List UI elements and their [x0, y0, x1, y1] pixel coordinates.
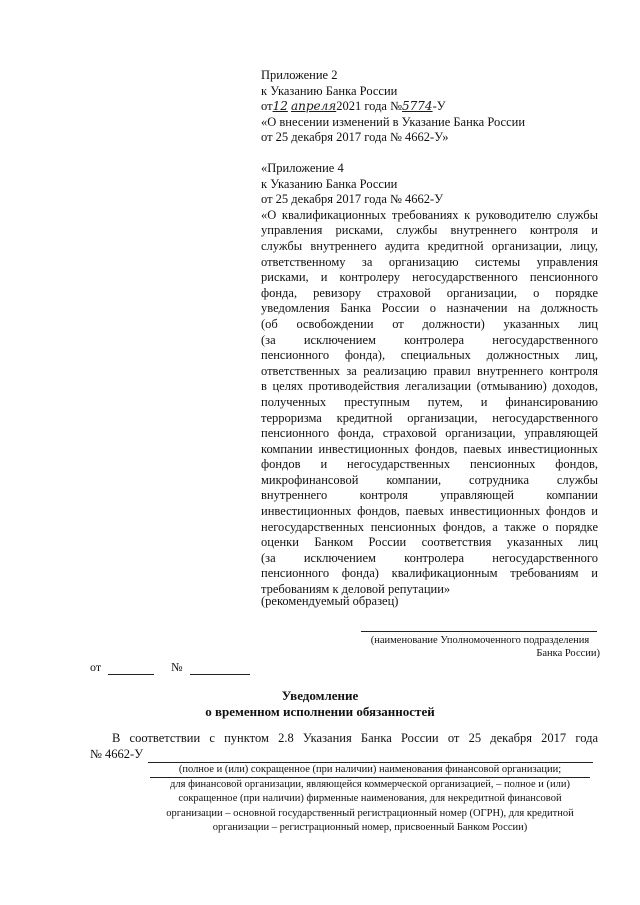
footnote-line: сокращенное (при наличии) фирменные наименования, для некредитной финансовой — [178, 793, 562, 805]
date-year: 2021 года № — [336, 99, 403, 114]
annex-title-last-line: требованиям к деловой репутации» — [261, 582, 451, 597]
body-text-line: В соответствии с пунктом 2.8 Указания Банка России от 25 декабря 2017 года — [112, 731, 598, 745]
recipient-field-line[interactable] — [361, 631, 597, 632]
annex-title-line: пенсионного фонда, страховой организации, управляющей — [261, 426, 598, 441]
annex-title-line: ответственному за организацию системы управления — [261, 254, 598, 269]
recipient-caption-line2: Банка России) — [536, 648, 600, 659]
annex-title-line: «О квалификационных требованиях к руководителю службы — [261, 207, 598, 222]
annex-title-line: в целях противодействия легализации (отмыванию) доходов, — [261, 379, 598, 394]
directive-reference: к Указанию Банка России — [261, 83, 398, 98]
annex-directive: к Указанию Банка России — [261, 176, 398, 191]
annex-title-line: (за исключением контролера негосударственного — [261, 550, 598, 565]
annex-title-line: (об освобождении от должности) указанных лиц — [261, 316, 598, 331]
footnote-line: организации – основной государственный регистрационный номер (ОГРН), для кредитной — [166, 807, 574, 819]
footnote-line: (полное и (или) сокращенное (при наличии) наименования финансовой организации; — [178, 764, 562, 775]
annex-date: от 25 декабря 2017 года № 4662-У — [261, 192, 444, 207]
annex-title-line: негосударственных пенсионных фондов, а также о порядке — [261, 519, 598, 534]
annex-title-line: управления рисками, службы внутреннего контроля и — [261, 223, 598, 238]
body-number-prefix: № 4662-У — [90, 747, 144, 761]
body-line2 — [90, 747, 598, 763]
organization-footnote — [150, 763, 590, 835]
annex-title-line: службы внутреннего аудита кредитной организации, лицу, — [261, 238, 598, 253]
directive-date-line — [261, 99, 598, 115]
footnote-line: организации – регистрационный номер, присвоенный Банком России) — [212, 821, 528, 833]
annex-title-line: микрофинансовой компании, сотрудника службы — [261, 472, 598, 487]
annex-title-line: рисками, и контролеру негосударственного пенсионного — [261, 270, 598, 285]
number-suffix: -У — [432, 99, 446, 114]
annex-title-line: терроризма кредитной организации, негосударственного — [261, 410, 598, 425]
footnote-line: для финансовой организации, являющейся коммерческой организацией, – полное и (или) — [150, 777, 590, 792]
annex-title-line: пенсионного фонда) квалификационным требованиям и — [261, 566, 598, 581]
recommended-sample-note: (рекомендуемый образец) — [261, 594, 399, 608]
annex-title-line: полученных преступным путем, и финансированию — [261, 394, 598, 409]
date-number-row — [90, 660, 250, 675]
notice-subtitle: о временном исполнении обязанностей — [205, 704, 435, 719]
recipient-caption-line1: (наименование Уполномоченного подразделения — [370, 635, 590, 646]
annex-title-line: компании инвестиционных фондов, паевых инвестиционных — [261, 441, 598, 456]
date-prefix: от — [261, 99, 273, 114]
annex-title — [261, 208, 598, 598]
annex-title-line: пенсионного фонда), специальных должностных лиц, — [261, 348, 598, 363]
appendix-label: Приложение 2 — [261, 68, 338, 82]
annex-label: «Приложение 4 — [261, 161, 344, 175]
number-blank-field[interactable] — [190, 662, 250, 675]
date-blank-field[interactable] — [108, 662, 154, 675]
annex-title-line: внутреннего контроля управляющей компании — [261, 488, 598, 503]
header-block — [261, 68, 598, 146]
handwritten-month: апреля — [290, 99, 337, 114]
notice-title: Уведомление — [281, 688, 359, 703]
annex-title-line: ответственных за реализацию правил внутреннего контроля — [261, 363, 598, 378]
date-from-label: от — [90, 660, 102, 674]
annex-title-line: фондов и негосударственных пенсионных фондов, — [261, 457, 598, 472]
number-sign-label: № — [171, 660, 183, 674]
handwritten-day: 12 — [272, 99, 288, 114]
organization-name-field[interactable] — [148, 750, 593, 763]
handwritten-number: 5774 — [402, 99, 433, 114]
annex-title-line: инвестиционных фондов, паевых инвестиционных фондов и — [261, 504, 598, 519]
annex-title-line: оценки Банком России соответствия указанных лиц — [261, 535, 598, 550]
annex-title-line: фонда, ревизору страховой организации, о порядке — [261, 285, 598, 300]
annex-block — [261, 161, 598, 598]
amendment-title-line2: от 25 декабря 2017 года № 4662-У» — [261, 130, 449, 145]
body-line1 — [90, 731, 598, 747]
annex-title-line: уведомления Банка России о назначении на должность — [261, 301, 598, 316]
amendment-title-line1: «О внесении изменений в Указание Банка России — [261, 114, 526, 129]
annex-title-line: (за исключением контролера негосударственного — [261, 332, 598, 347]
